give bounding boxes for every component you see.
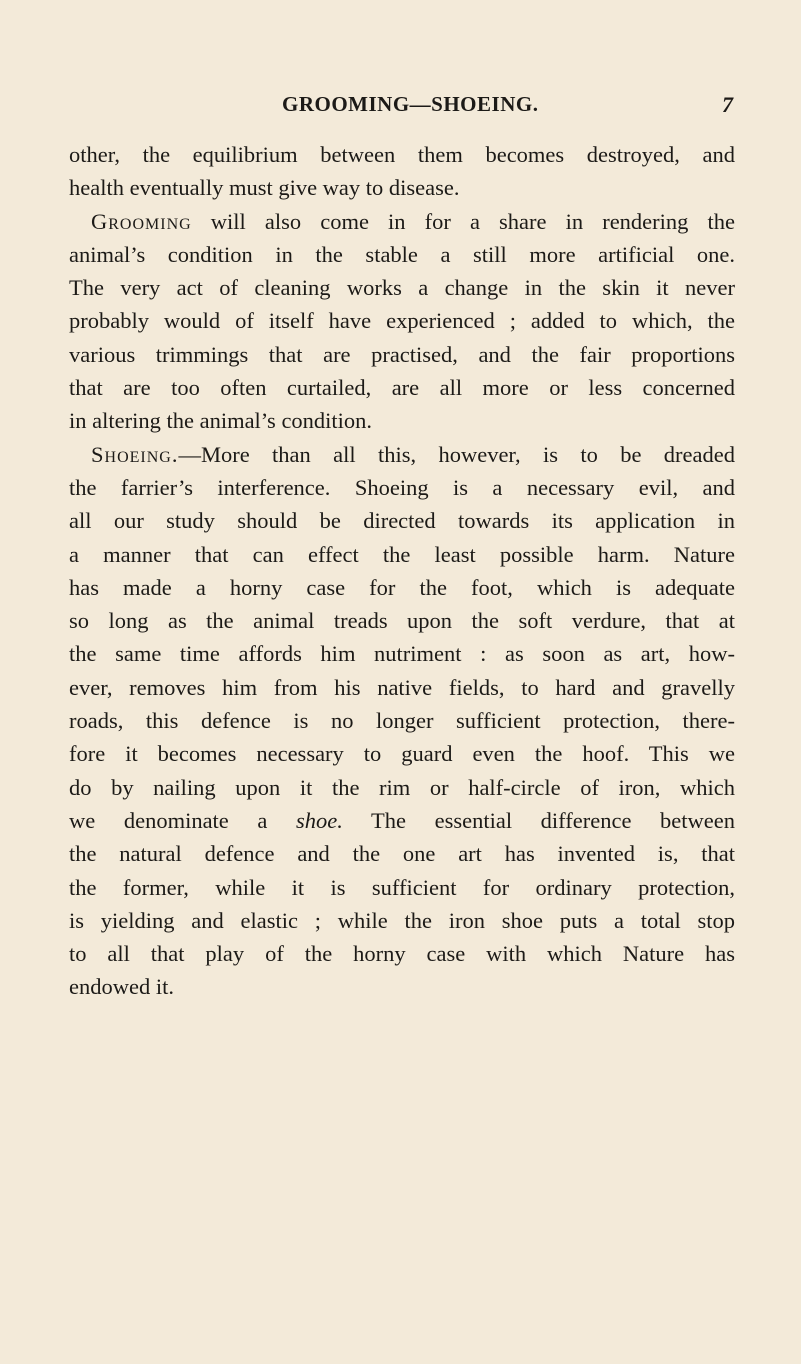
text-line [69,438,735,471]
text-line: other, the equilibrium between them becomes destroyed, and [69,142,735,167]
page-number: 7 [722,92,733,117]
text-line-rest: —More than all this, however, is to be dreaded [178,441,735,467]
section-term-grooming: Grooming [91,208,192,234]
text-line: probably would of itself have experienced ; added to which, the [69,308,735,334]
text-line: so long as the animal treads upon the soft verdure, that at [69,608,735,634]
text-line: health eventually must give way to disease. [69,175,460,201]
text-line: the same time affords him nutriment : as soon as art, how- [69,641,735,667]
text-line [69,804,735,837]
running-header [0,92,801,122]
text-line: the farrier’s interference. Shoeing is a necessary evil, and [69,474,735,500]
running-title: GROOMING—SHOEING. [282,92,539,116]
text-line: the former, while it is sufficient for ordinary protection, [69,874,735,900]
text-line: to all that play of the horny case with which Nature has [69,941,735,967]
text-line-start: we denominate a [69,807,268,833]
text-line: is yielding and elastic ; while the iron shoe puts a total stop [69,907,735,933]
text-line: endowed it. [69,974,174,1000]
text-line: ever, removes him from his native fields, to hard and gravelly [69,674,735,700]
emphasis-shoe: shoe. [295,807,343,833]
text-line: the natural defence and the one art has invented is, that [69,841,735,867]
text-line: The very act of cleaning works a change in the skin it never [69,275,735,301]
text-line: various trimmings that are practised, and the fair proportions [69,341,735,367]
text-line: in altering the animal’s condition. [69,408,373,434]
text-line: a manner that can effect the least possible harm. Nature [69,541,735,567]
text-line: all our study should be directed towards its application in [69,508,735,534]
text-line: do by nailing upon it the rim or half-circle of iron, which [69,774,735,800]
section-term-shoeing: Shoeing. [91,441,179,467]
body-text [69,138,735,1004]
text-line-rest: will also come in for a share in rendering the [210,208,735,234]
text-line: has made a horny case for the foot, which is adequate [69,574,735,600]
text-line: fore it becomes necessary to guard even the hoof. This we [69,741,735,767]
text-line-rest: The essential difference between [371,807,735,833]
text-line [69,205,735,238]
text-line: that are too often curtailed, are all more or less concerned [69,375,735,401]
text-line: animal’s condition in the stable a still more artificial one. [69,241,735,267]
text-line: roads, this defence is no longer sufficient protection, there- [69,708,735,734]
